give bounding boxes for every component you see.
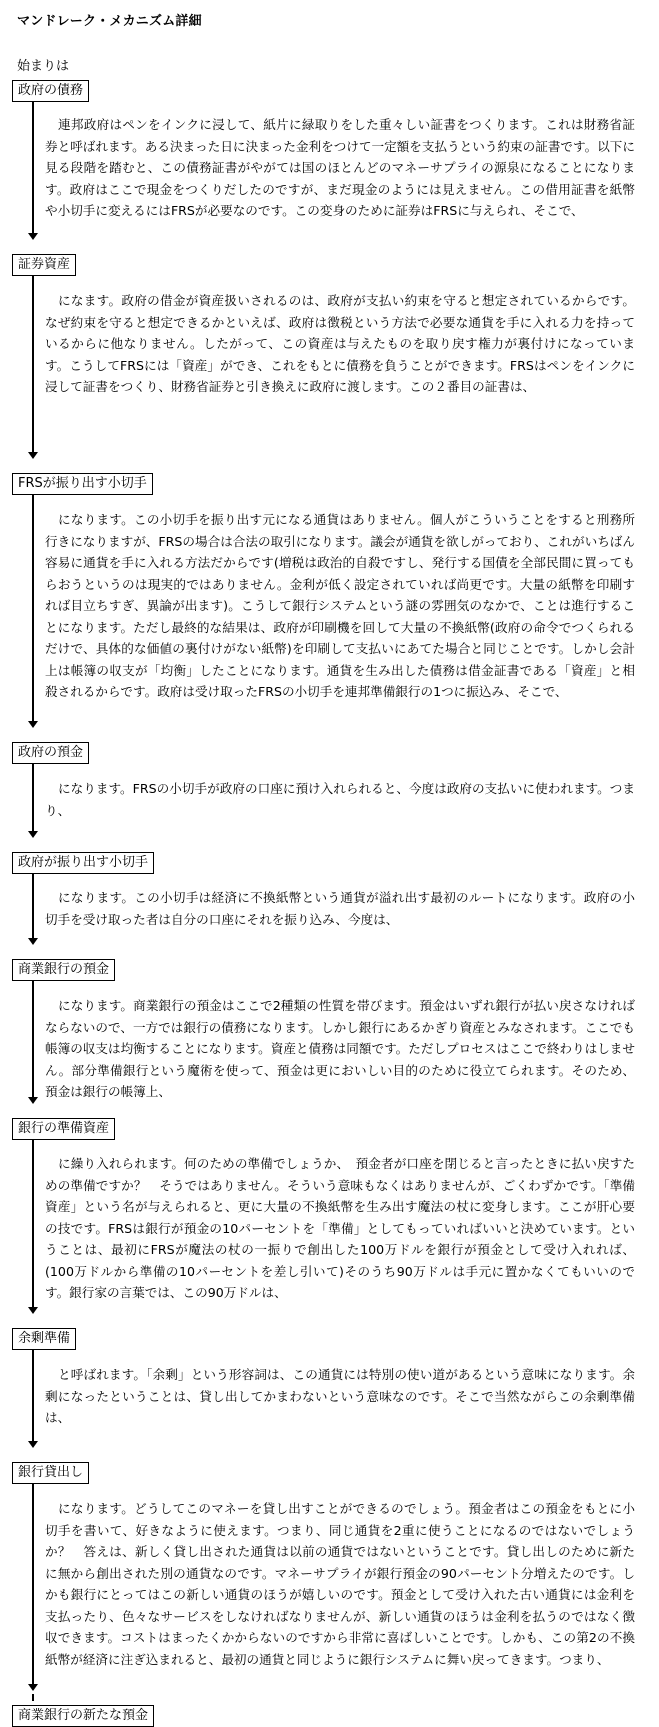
flow-line	[32, 484, 34, 722]
flow-arrow-icon	[28, 1684, 38, 1691]
flow-line	[32, 265, 34, 453]
stage-box-bank-reserves: 銀行の準備資産	[12, 1118, 115, 1140]
paragraph-bank-reserves: に繰り入れられます。何のための準備でしょうか、 預金者が口座を閉じると言ったときに払い戻すための準備ですか？ そうではありません。そういう意味もなくはありませんが、ごくわずかです。「準備資産」という名が与えられると、更に大量の不換紙幣を生み出す魔法の杖に変身します。ここが肝心要の技です。FRSは銀行が預金の10パーセントを「準備」としてもっていればいいと決めています。ということは、最初にFRSが魔法の杖の一振りで創出した100万ドルを銀行が預金として受け入れれば、(100万ドルから準備の10パーセントを差し引いて)そのうち90万ドルは手元に置かなくてもいいのです。銀行家の言葉では、この90万ドルは、	[45, 1156, 635, 1300]
stage-box-government-deposit: 政府の預金	[12, 742, 89, 764]
flow-arrow-icon	[28, 1441, 38, 1448]
intro-text: 始まりは	[17, 59, 70, 74]
page-title: マンドレーク・メカニズム詳細	[17, 14, 202, 29]
stage-box-securities-asset: 証券資産	[12, 254, 76, 276]
flow-line	[32, 1129, 34, 1308]
flow-arrow-icon	[28, 452, 38, 459]
stage-box-government-debt: 政府の債務	[12, 80, 89, 102]
flow-arrow-icon	[28, 938, 38, 945]
paragraph-frs-check: になります。この小切手を振り出す元になる通貨はありません。個人がこういうことをすると刑務所行きになりますが、FRSの場合は合法の取引になります。議会が通貨を欲しがっており、これがいちばん容易に通貨を手に入れる方法だからです(増税は政治的自殺ですし、発行する国債を全部民間に買ってもらおうというのは現実的ではありません。金利が低く設定されていれば尚更です。大量の紙幣を印刷すれば目立ちすぎ、異論が出ます)。こうして銀行システムという謎の雰囲気のなかで、ことは進行することになります。ただし最終的な結果は、政府が印刷機を回して大量の不換紙幣(政府の命令でつくられるだけで、具体的な価値の裏付けがない紙幣)を印刷して支払いにあてた場合と同じことです。しかし会計上は帳簿の収支が「均衡」したことになります。通貨を生み出した債務は借金証書である「資産」と相殺されるからです。政府は受け取ったFRSの小切手を連邦準備銀行の1つに振込み、そこで、	[45, 512, 635, 699]
stage-box-government-check: 政府が振り出す小切手	[12, 852, 154, 874]
paragraph-government-check: になります。この小切手は経済に不換紙幣という通貨が溢れ出す最初のルートになります。政府の小切手を受け取った者は自分の口座にそれを振り込み、今度は、	[45, 890, 635, 927]
flow-line	[32, 1473, 34, 1685]
flow-arrow-icon	[28, 721, 38, 728]
flow-arrow-icon	[28, 1307, 38, 1314]
flow-line	[32, 970, 34, 1098]
flow-line	[32, 863, 34, 939]
flow-arrow-icon	[28, 831, 38, 838]
stage-box-bank-loans: 銀行貸出し	[12, 1462, 89, 1484]
flow-line	[32, 1339, 34, 1442]
paragraph-government-deposit: になります。FRSの小切手が政府の口座に預け入れられると、今度は政府の支払いに使われます。つまり、	[45, 781, 635, 818]
flow-line	[32, 753, 34, 832]
stage-box-commercial-bank-deposit: 商業銀行の預金	[12, 959, 115, 981]
paragraph-bank-loans: になります。どうしてこのマネーを貸し出すことができるのでしょう。預金者はこの預金をもとに小切手を書いて、好きなように使えます。つまり、同じ通貨を2重に使うことになるのではないでしょうか？ 答えは、新しく貸し出された通貨は以前の通貨ではないということです。貸し出しのために新たに無から創出された別の通貨なのです。マネーサプライが銀行預金の90パーセント分増えたのです。しかも銀行にとってはこの新しい通貨のほうが嬉しいのです。預金として受け入れた古い通貨には金利を支払ったり、色々なサービスをしなければなりませんが、新しい通貨のほうは金利を払うのではなく徴収できます。コストはまったくかからないのですから非常に喜ばしいことです。しかも、この第2の不換紙幣が経済に注ぎ込まれると、最初の通貨と同じように銀行システムに舞い戻ってきます。つまり、	[45, 1501, 635, 1667]
flow-arrow-icon	[28, 233, 38, 240]
flow-line	[32, 1694, 34, 1701]
flow-arrow-icon	[28, 1097, 38, 1104]
paragraph-excess-reserves: と呼ばれます。「余剰」という形容詞は、この通貨には特別の使い道があるという意味になります。余剰になったということは、貸し出してかまわないという意味なのです。そこで当然ながらこの余剰準備は、	[45, 1367, 635, 1425]
paragraph-government-debt: 連邦政府はペンをインクに浸して、紙片に緑取りをした重々しい証書をつくります。これは財務省証券と呼ばれます。ある決まった日に決まった金利をつけて一定額を支払うという約束の証書です。以下に見る段階を踏むと、この債務証書がやがては国のほとんどのマネーサプライの源泉になることになります。政府はここで現金をつくりだしたのですが、まだ現金のようには見えません。この借用証書を紙幣や小切手に変えるにはFRSが必要なのです。この変身のために証券はFRSに与えられ、そこで、	[45, 117, 635, 218]
stage-box-frs-check: FRSが振り出す小切手	[12, 473, 153, 495]
paragraph-securities-asset: になます。政府の借金が資産扱いされるのは、政府が支払い約束を守ると想定されているからです。なぜ約束を守ると想定できるかといえば、政府は徴税という方法で必要な通貨を手に入れる力を持っているからに他なりません。したがって、この資産は与えたものを取り戻す権力が裏付けになっています。こうしてFRSには「資産」ができ、これをもとに債務を負うことができます。FRSはペンをインクに浸して証書をつくり、財務省証券と引き換えに政府に渡します。この２番目の証書は、	[45, 293, 635, 394]
stage-box-excess-reserves: 余剰準備	[12, 1328, 76, 1350]
stage-box-new-commercial-deposit: 商業銀行の新たな預金	[12, 1705, 154, 1727]
flow-line	[32, 92, 34, 234]
paragraph-commercial-bank-deposit: になります。商業銀行の預金はここで2種類の性質を帯びます。預金はいずれ銀行が払い戻さなければならないので、一方では銀行の債務になります。しかし銀行にあるかぎり資産とみなされます。ここでも帳簿の収支は均衡することになります。資産と債務は同額です。ただしプロセスはここで終わりはしません。部分準備銀行という魔術を使って、預金は更においしい目的のために役立てられます。そのため、預金は銀行の帳簿上、	[45, 998, 635, 1099]
